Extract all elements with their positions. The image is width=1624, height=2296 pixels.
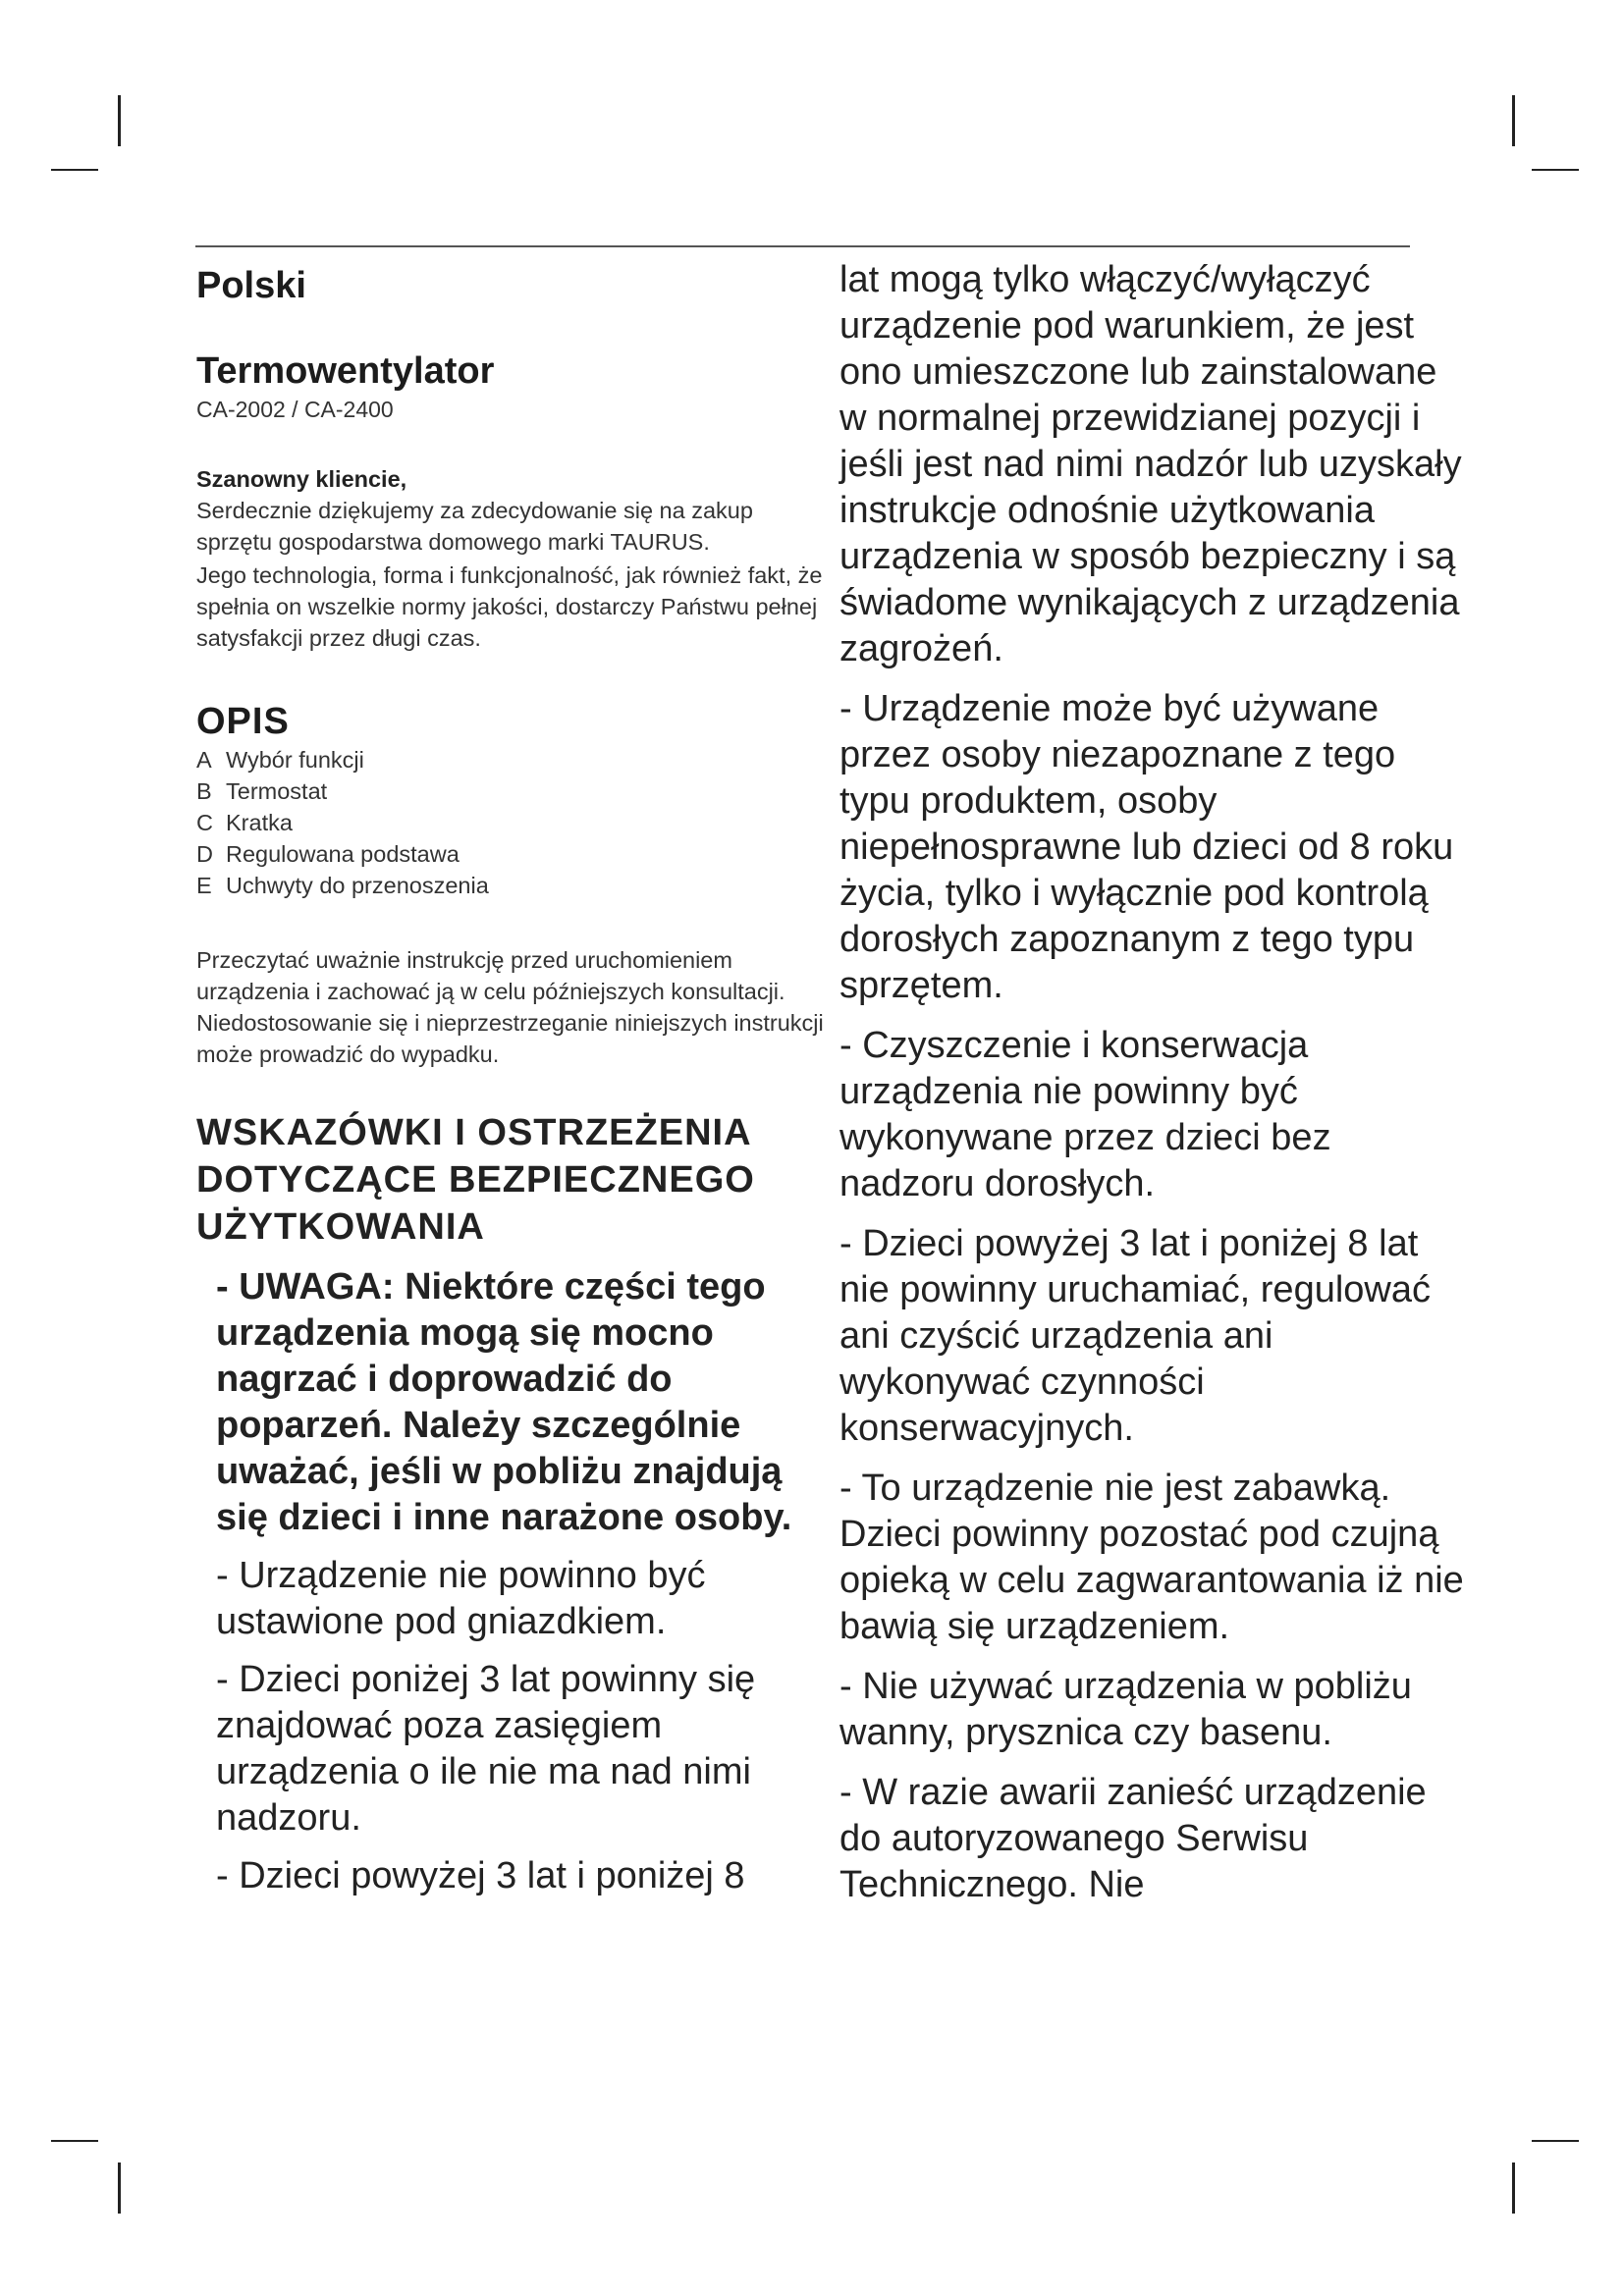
crop-mark	[51, 2140, 98, 2142]
left-column	[196, 257, 825, 1899]
greeting-paragraph: Serdecznie dziękujemy za zdecydowanie się na zakup sprzętu gospodarstwa domowego marki TAURUS.	[196, 498, 753, 555]
safety-item: - Czyszczenie i konserwacja urządzenia nie powinny być wykonywane przez dzieci bez nadzoru dorosłych.	[839, 1025, 1331, 1204]
safety-item: - Dzieci powyżej 3 lat i poniżej 8 lat nie powinny uruchamiać, regulować ani czyścić urządzenia ani wykonywać czynności konserwacyjnych.	[839, 1223, 1431, 1449]
safety-heading: WSKAZÓWKI I OSTRZEŻENIA DOTYCZĄCE BEZPIECZNEGO UŻYTKOWANIA	[196, 1112, 755, 1248]
product-title: Termowentylator	[196, 350, 495, 392]
part-item: D Regulowana podstawa	[196, 841, 460, 867]
crop-mark	[1512, 2163, 1515, 2214]
safety-item: - To urządzenie nie jest zabawką. Dzieci powinny pozostać pod czujną opieką w celu zagwarantowania iż nie bawią się urządzeniem.	[839, 1468, 1464, 1647]
part-item: C Kratka	[196, 810, 293, 835]
crop-mark	[51, 169, 98, 171]
safety-item: - Nie używać urządzenia w pobliżu wanny, prysznica czy basenu.	[839, 1666, 1412, 1753]
parts-list	[196, 744, 825, 901]
safety-item: - W razie awarii zanieść urządzenie do autoryzowanego Serwisu Technicznego. Nie	[839, 1772, 1427, 1905]
instructions-notice: Przeczytać uważnie instrukcję przed uruchomieniem urządzenia i zachować ją w celu późniejszych konsultacji. Niedostosowanie się i nieprzestrzeganie niniejszych instrukcji może prowadzić do wypadku.	[196, 947, 824, 1067]
greeting-heading: Szanowny kliencie,	[196, 466, 407, 492]
header-rule	[195, 245, 1410, 247]
model-numbers: CA-2002 / CA-2400	[196, 397, 394, 422]
part-item: A Wybór funkcji	[196, 747, 364, 773]
crop-mark	[1532, 2140, 1579, 2142]
greeting-paragraph: Jego technologia, forma i funkcjonalność, jak również fakt, że spełnia on wszelkie normy jakości, dostarczy Państwu pełnej satysfakcji przez długi czas.	[196, 562, 823, 651]
crop-mark	[1512, 95, 1515, 146]
part-item: B Termostat	[196, 778, 328, 804]
safety-warning: - UWAGA: Niektóre części tego urządzenia mogą się mocno nagrzać i doprowadzić do poparzeń. Należy szczególnie uważać, jeśli w pobliżu znajdują się dzieci i inne narażone osoby.	[216, 1266, 792, 1538]
safety-item: - Dzieci poniżej 3 lat powinny się znajdować poza zasięgiem urządzenia o ile nie ma nad nimi nadzoru.	[216, 1659, 756, 1839]
language-label: Polski	[196, 265, 306, 306]
description-heading: OPIS	[196, 701, 290, 742]
safety-item: lat mogą tylko włączyć/wyłączyć urządzenie pod warunkiem, że jest ono umieszczone lub zainstalowane w normalnej przewidzianej pozycji i jeśli jest nad nimi nadzór lub uzyskały instrukcje odnośnie użytkowania urządzenia w sposób bezpieczny i są świadome wynikających z urządzenia zagrożeń.	[839, 259, 1462, 669]
safety-item: - Dzieci powyżej 3 lat i poniżej 8	[216, 1855, 745, 1896]
crop-mark	[118, 2163, 121, 2214]
part-item: E Uchwyty do przenoszenia	[196, 873, 489, 898]
right-column	[839, 257, 1468, 1908]
crop-mark	[118, 95, 121, 146]
crop-mark	[1532, 169, 1579, 171]
safety-item: - Urządzenie może być używane przez osoby niezapoznane z tego typu produktem, osoby niepełnosprawne lub dzieci od 8 roku życia, tylko i wyłącznie pod kontrolą dorosłych zapoznanym z tego typu sprzętem.	[839, 688, 1454, 1006]
safety-item: - Urządzenie nie powinno być ustawione pod gniazdkiem.	[216, 1555, 706, 1642]
